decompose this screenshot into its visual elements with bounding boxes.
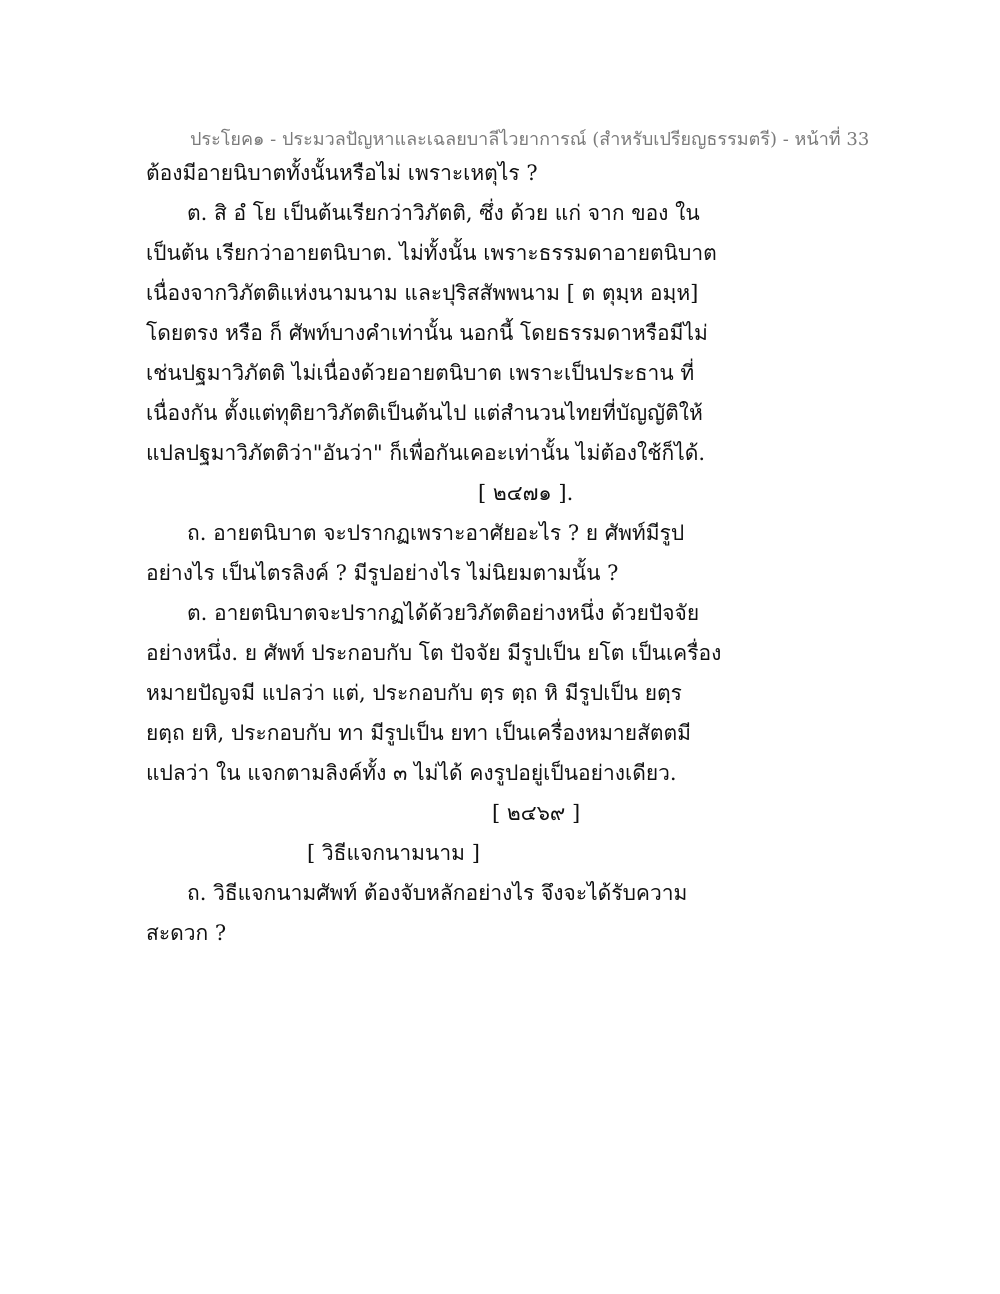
text-line: ถ. อายตนิบาต จะปรากฏเพราะอาศัยอะไร ? ย ศัพท์มีรูป	[187, 521, 685, 545]
text-line: โดยตรง หรือ ก็ ศัพท์บางคำเท่านั้น นอกนี้ โดยธรรมดาหรือมีไม่	[146, 321, 708, 345]
text-line: ยตฺถ ยหิ, ประกอบกับ ทา มีรูปเป็น ยทา เป็นเครื่องหมายสัตตมี	[146, 721, 691, 745]
text-line: เนื่องจากวิภัตติแห่งนามนาม และปุริสสัพพนาม [ ต ตุมฺห อมฺห]	[146, 281, 699, 305]
text-line: ถ. วิธีแจกนามศัพท์ ต้องจับหลักอย่างไร จึงจะได้รับความ	[187, 881, 688, 905]
section-heading: [ วิธีแจกนามนาม ]	[307, 841, 480, 865]
year-reference: [ ๒๔๖๙ ]	[492, 801, 581, 825]
text-line: อย่างหนึ่ง. ย ศัพท์ ประกอบกับ โต ปัจจัย มีรูปเป็น ยโต เป็นเครื่อง	[146, 641, 722, 665]
text-line: เช่นปฐมาวิภัตติ ไม่เนื่องด้วยอายตนิบาต เพราะเป็นประธาน ที่	[146, 361, 695, 385]
running-header: ประโยค๑ - ประมวลปัญหาและเฉลยบาลีไวยาการณ์ (สำหรับเปรียญธรรมตรี) - หน้าที่ 33	[190, 129, 870, 150]
text-line: แปลว่า ใน แจกตามลิงค์ทั้ง ๓ ไม่ได้ คงรูปอยู่เป็นอย่างเดียว.	[146, 761, 677, 785]
text-line: แปลปฐมาวิภัตติว่า"อันว่า" ก็เพื่อกันเคอะเท่านั้น ไม่ต้องใช้ก็ได้.	[146, 441, 706, 465]
text-line: อย่างไร เป็นไตรลิงค์ ? มีรูปอย่างไร ไม่นิยมตามนั้น ?	[146, 561, 619, 585]
text-line: ต. สิ อํ โย เป็นต้นเรียกว่าวิภัตติ, ซึ่ง ด้วย แก่ จาก ของ ใน	[187, 201, 700, 225]
text-line: หมายปัญจมี แปลว่า แต่, ประกอบกับ ตฺร ตฺถ หิ มีรูปเป็น ยตฺร	[146, 681, 682, 705]
text-line: เป็นต้น เรียกว่าอายตนิบาต. ไม่ทั้งนั้น เพราะธรรมดาอายตนิบาต	[146, 241, 717, 265]
text-line: เนื่องกัน ตั้งแต่ทุติยาวิภัตติเป็นต้นไป แต่สำนวนไทยที่บัญญัติให้	[146, 401, 703, 425]
text-line: สะดวก ?	[146, 921, 227, 945]
year-reference: [ ๒๔๗๑ ].	[478, 481, 574, 505]
text-line: ต. อายตนิบาตจะปรากฏได้ด้วยวิภัตติอย่างหนึ่ง ด้วยปัจจัย	[187, 601, 700, 625]
text-line: ต้องมีอายนิบาตทั้งนั้นหรือไม่ เพราะเหตุไร ?	[146, 161, 538, 185]
